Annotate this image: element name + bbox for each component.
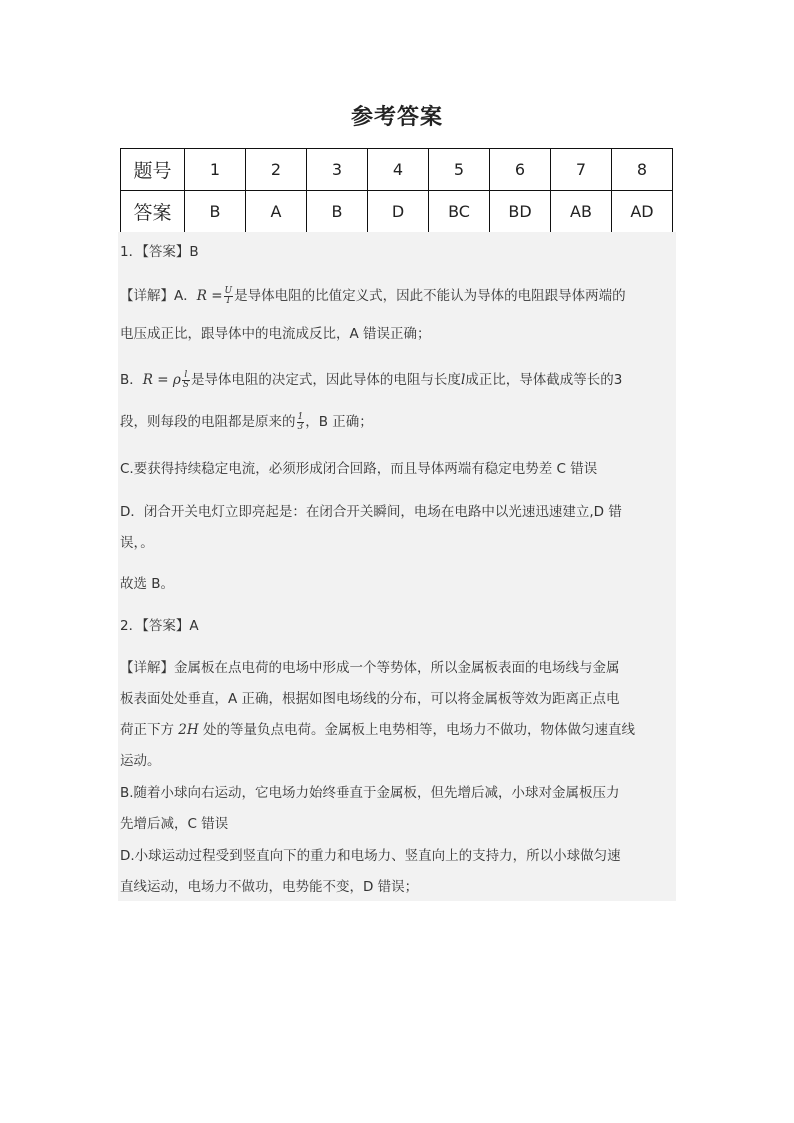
fraction-denominator: S (182, 379, 189, 390)
page-title: 参考答案 (350, 105, 443, 130)
q1-detail-d-line1: D．闭合开关电灯立即亮起是：在闭合开关瞬间，电场在电路中以光速迅速建立,D 错 (120, 504, 622, 520)
table-cell: 8 (612, 149, 673, 191)
q1-detail-a-line2: 电压成正比，跟导体中的电流成反比，A 错误正确； (120, 326, 431, 342)
text-run: 是导体电阻的比值定义式，因此不能认为导体的电阻跟导体两端的 (234, 288, 626, 304)
table-row-question-numbers (121, 149, 673, 191)
table-cell: 3 (307, 149, 368, 191)
text-run: B． (120, 372, 143, 388)
formula-text: R = ρ (142, 372, 181, 388)
fraction-u-over-i (224, 287, 234, 306)
table-cell: AB (551, 191, 612, 233)
table-cell: B (185, 191, 246, 233)
fraction-numerator: U (224, 285, 233, 296)
q2-detail-line4: 运动。 (120, 753, 161, 769)
text-run: 【详解】A． (120, 288, 197, 304)
table-cell: 1 (185, 149, 246, 191)
q1-detail-b-line2 (120, 410, 373, 432)
q2-detail-d-line1: D.小球运动过程受到竖直向下的重力和电场力、竖直向上的支持力，所以小球做匀速 (120, 848, 621, 864)
answer-table (120, 148, 673, 233)
q2-detail-line2: 板表面处处垂直，A 正确，根据如图电场线的分布，可以将金属板等效为距离正点电 (120, 691, 620, 707)
table-cell: 5 (429, 149, 490, 191)
q1-detail-a-line1 (120, 284, 626, 306)
q2-detail-b-line2: 先增后减，C 错误 (120, 816, 229, 832)
q1-detail-d-line2: 误，。 (120, 535, 154, 551)
text-run: ，B 正确； (305, 414, 373, 430)
fraction-numerator: 1 (297, 411, 304, 422)
table-cell: 4 (368, 149, 429, 191)
fraction-l-over-s (182, 371, 190, 390)
q2-detail-d-line2: 直线运动，电场力不做功，电势能不变，D 错误； (120, 879, 419, 895)
table-cell: A (246, 191, 307, 233)
solution-panel (118, 232, 676, 901)
table-cell: 7 (551, 149, 612, 191)
table-cell: B (307, 191, 368, 233)
q1-answer: 1．【答案】B (120, 244, 199, 260)
q2-detail-line3 (120, 718, 635, 738)
fraction-numerator: l (182, 371, 190, 381)
fraction-denominator: 3 (297, 421, 304, 432)
table-cell: BD (490, 191, 551, 233)
table-cell: 6 (490, 149, 551, 191)
q2-detail-line1: 【详解】金属板在点电荷的电场中形成一个等势体，所以金属板表面的电场线与金属 (120, 660, 620, 676)
q1-detail-c: C.要获得持续稳定电流，必须形成闭合回路，而且导体两端有稳定电势差 C 错误 (120, 461, 598, 477)
fraction-denominator: I (226, 295, 231, 306)
text-run: 荷正下方 (120, 722, 179, 738)
text-run: 成正比，导体截成等长的3 (465, 372, 623, 388)
table-row-answers (121, 191, 673, 233)
text-run: 处的等量负点电荷。金属板上电势相等，电场力不做功，物体做匀速直线 (198, 722, 635, 738)
q1-choose: 故选 B。 (120, 576, 175, 592)
table-cell: D (368, 191, 429, 233)
text-run: 段，则每段的电阻都是原来的 (120, 414, 296, 430)
table-cell: AD (612, 191, 673, 233)
text-run: 是导体电阻的决定式，因此导体的电阻与长度 (190, 372, 461, 388)
table-cell: 2 (246, 149, 307, 191)
q2-detail-b-line1: B.随着小球向右运动，它电场力始终垂直于金属板，但先增后减，小球对金属板压力 (120, 785, 620, 801)
variable-2h: 2H (178, 722, 199, 738)
q2-answer: 2．【答案】A (120, 618, 199, 634)
fraction-one-third (297, 413, 305, 432)
table-cell: BC (429, 191, 490, 233)
formula-text: R = (196, 288, 223, 304)
variable-l: l (460, 372, 466, 388)
table-cell: 答案 (121, 191, 185, 233)
q1-detail-b-line1 (120, 368, 622, 390)
table-cell: 题号 (121, 149, 185, 191)
